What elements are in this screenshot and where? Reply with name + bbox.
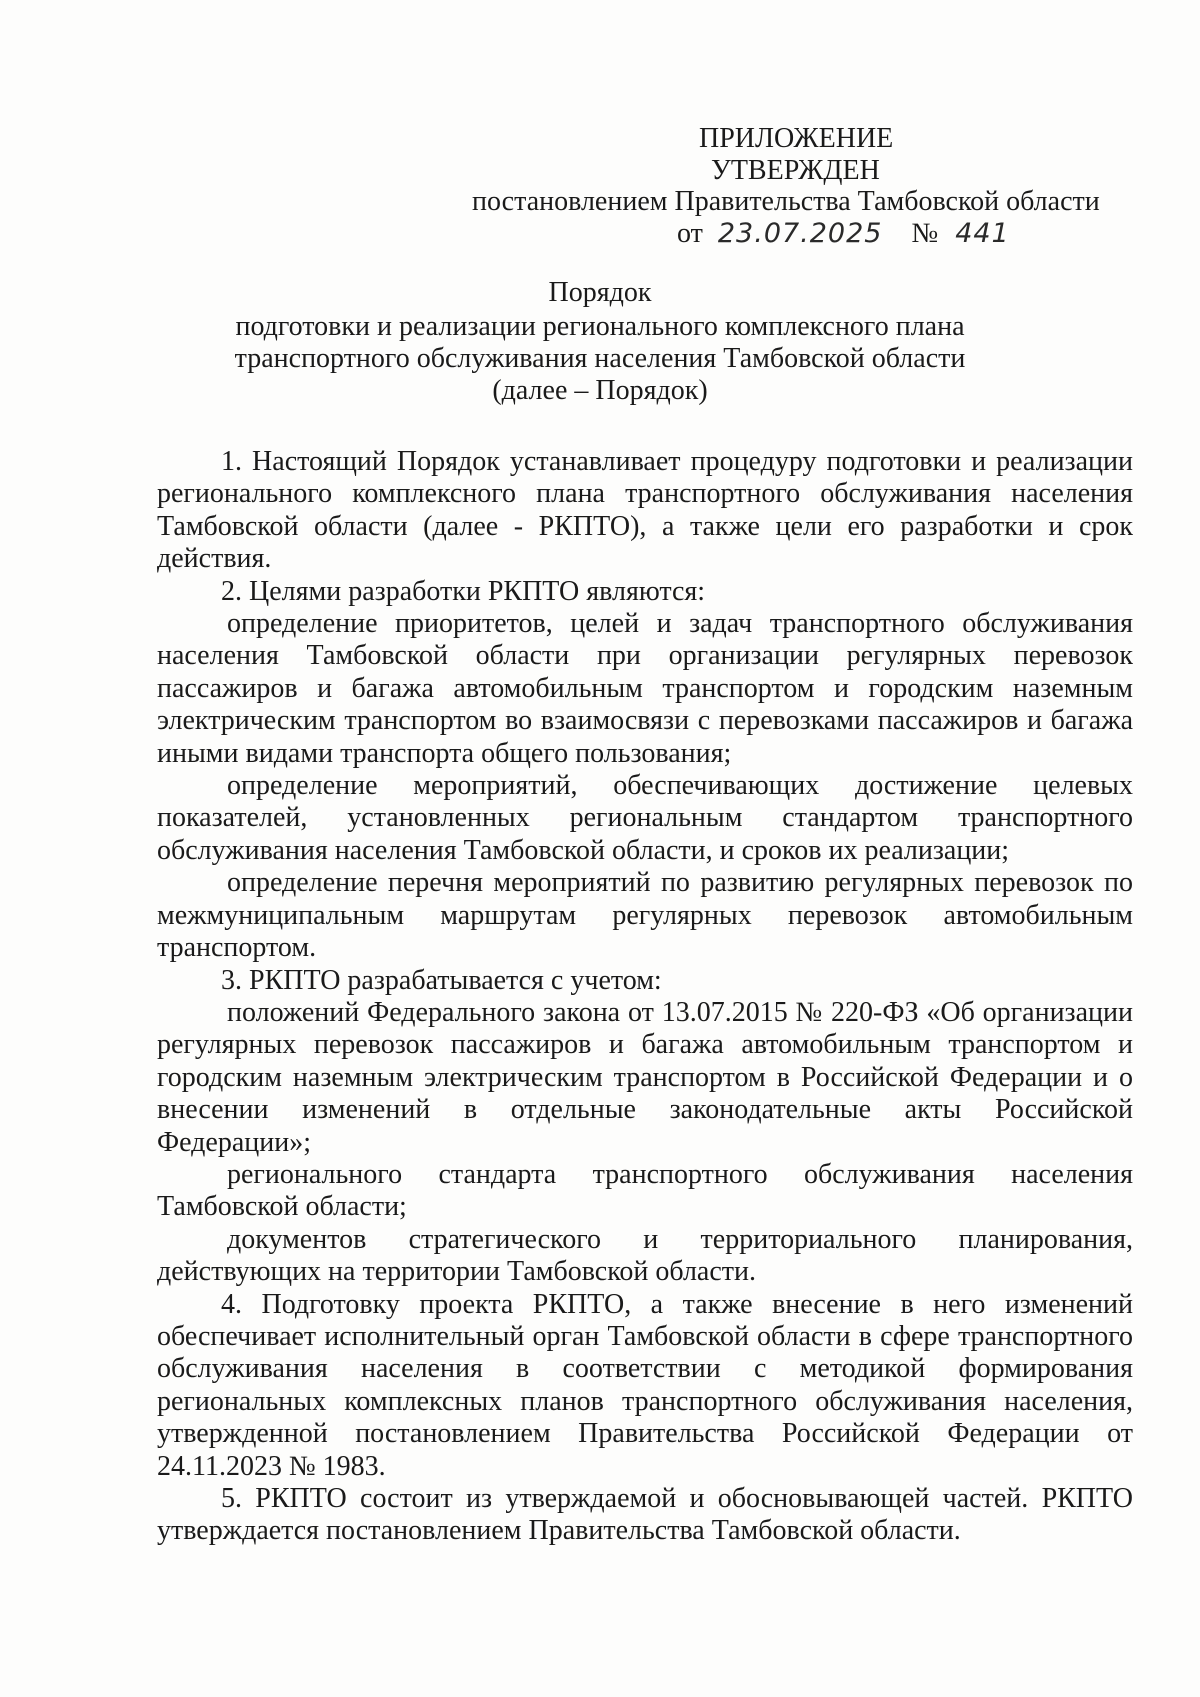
paragraph-2-item-1: определение приоритетов, целей и задач транспортного обслуживания населения Тамбовской области при организации регулярных перевозок пассажиров и багажа автомобильным транспортом и городским наземным электрическим транспортом во взаимосвязи с перевозками пассажиров и багажа иными видами транспорта общего пользования; [157, 608, 1133, 769]
title-line-2: транспортного обслуживания населения Тамбовской области [234, 343, 966, 374]
decree-date-line [677, 218, 1010, 250]
handwritten-date: 23.07.2025 [717, 218, 883, 249]
paragraph-5: 5. РКПТО состоит из утверждаемой и обосновывающей частей. РКПТО утверждается постановлением Правительства Тамбовской области. [157, 1483, 1133, 1547]
paragraph-3-item-1: положений Федерального закона от 13.07.2015 № 220-ФЗ «Об организации регулярных перевозок пассажиров и багажа автомобильным транспортом и городским наземным электрическим транспортом в Российской Федерации и о внесении изменений в отдельные законодательные акты Российской Федерации»; [157, 996, 1133, 1158]
appendix-label: ПРИЛОЖЕНИЕ [699, 123, 894, 154]
paragraph-2: 2. Целями разработки РКПТО являются: [221, 575, 706, 607]
handwritten-number: 441 [955, 218, 1010, 249]
title-line-1: подготовки и реализации регионального комплексного плана [235, 311, 965, 342]
paragraph-2-item-2: определение мероприятий, обеспечивающих достижение целевых показателей, установленных региональным стандартом транспортного обслуживания населения Тамбовской области, и сроков их реализации; [157, 770, 1133, 866]
paragraph-4: 4. Подготовку проекта РКПТО, а также внесение в него изменений обеспечивает исполнительный орган Тамбовской области в сфере транспортного обслуживания населения в соответствии с методикой формирования региональных комплексных планов транспортного обслуживания населения, утвержденной постановлением Правительства Российской Федерации от 24.11.2023 № 1983. [157, 1288, 1133, 1482]
approved-label: УТВЕРЖДЕН [711, 155, 880, 186]
paragraph-2-item-3: определение перечня мероприятий по развитию регулярных перевозок по межмуниципальным маршрутам регулярных перевозок автомобильным транспортом. [157, 867, 1133, 964]
title-heading: Порядок [548, 277, 652, 308]
paragraph-1: 1. Настоящий Порядок устанавливает процедуру подготовки и реализации регионального комплексного плана транспортного обслуживания населения Тамбовской области (далее - РКПТО), а также цели его разработки и срок действия. [157, 446, 1133, 575]
paragraph-3: 3. РКПТО разрабатывается с учетом: [221, 964, 662, 996]
decree-reference: постановлением Правительства Тамбовской области [472, 186, 1100, 217]
number-sign: № [911, 218, 939, 249]
paragraph-3-item-3: документов стратегического и территориального планирования, действующих на территории Тамбовской области. [157, 1223, 1133, 1288]
document-body [157, 446, 1133, 1548]
title-line-3: (далее – Порядок) [492, 375, 708, 406]
paragraph-3-item-2: регионального стандарта транспортного обслуживания населения Тамбовской области; [157, 1158, 1133, 1223]
date-prefix: от [677, 218, 703, 249]
